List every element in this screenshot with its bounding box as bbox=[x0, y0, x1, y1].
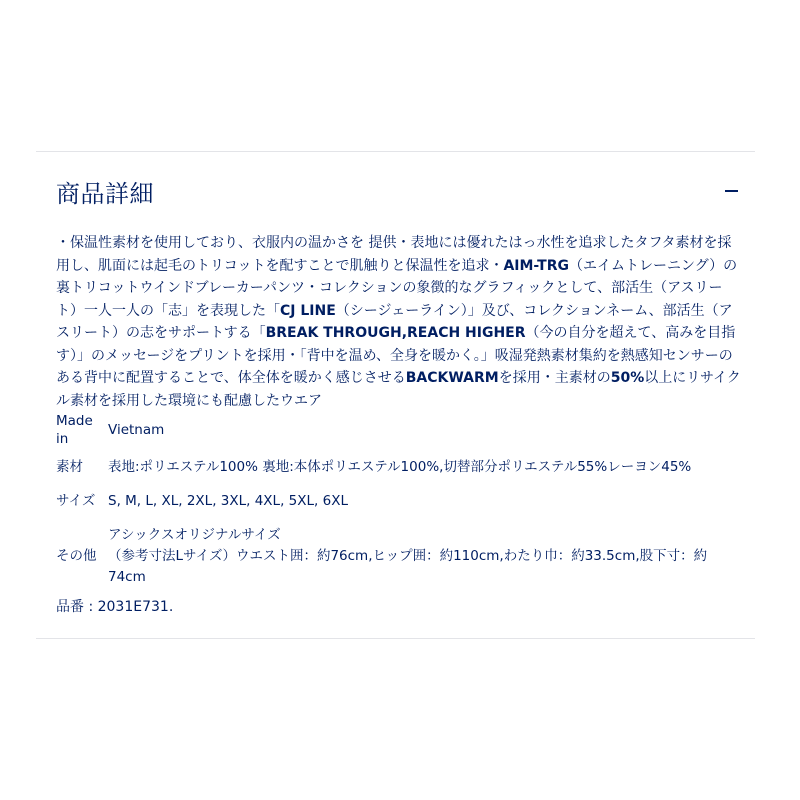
description-bold: AIM-TRG bbox=[503, 257, 570, 274]
description-text: ・保温性素材を使用しており、衣服内の温かさを 提供・表地には優れたはっ水性を追求したタフタ素材を採用し、肌面には起毛のトリコットを配すことで肌触りと保温性を追求・ bbox=[56, 235, 732, 274]
spec-value: 表地:ポリエステル100% 裏地:本体ポリエステル100%,切替部分ポリエステル55%レーヨン45% bbox=[108, 458, 692, 475]
spec-label: その他 bbox=[56, 548, 97, 564]
description-text: を採用・主素材の bbox=[498, 370, 611, 386]
description-bold: BREAK THROUGH,REACH HIGHER bbox=[265, 325, 526, 341]
minus-icon[interactable] bbox=[725, 190, 738, 192]
spec-value: Vietnam bbox=[108, 421, 165, 438]
description-bold: 50% bbox=[610, 370, 645, 386]
spec-value: S, M, L, XL, 2XL, 3XL, 4XL, 5XL, 6XL bbox=[108, 492, 348, 509]
product-code: 品番 : 2031E731. bbox=[56, 599, 174, 615]
spec-table bbox=[56, 410, 742, 594]
description-bold: CJ LINE bbox=[280, 302, 336, 319]
description-text: （エイムトレーニング）の裏トリコットウインドブレーカーパンツ・コレクションの象徴的なグラフィックとして、部活生（アスリート）一人一人の「志」を表現した「 bbox=[56, 257, 738, 319]
description-text: （今の自分を超えて、高みを目指す）」のメッセージをプリントを採用・「背中を温め、全身を暖かく。」吸湿発熱素材集約を熱感知センサーのある背中に配置することで、体全体を暖かく感じさせる bbox=[56, 325, 736, 386]
description-bold: BACKWARM bbox=[405, 370, 499, 386]
spec-value-line: （参考寸法Lサイズ）ウエスト囲：約76cm,ヒップ囲：約110cm,わたり巾：約33.5cm,股下寸：約74cm bbox=[108, 547, 708, 585]
product-details-panel bbox=[36, 151, 755, 639]
product-description bbox=[56, 232, 742, 412]
section-title: 商品詳細 bbox=[56, 180, 154, 208]
spec-label: Made in bbox=[56, 413, 93, 447]
spec-row-size bbox=[56, 484, 742, 518]
spec-row-made-in bbox=[56, 410, 742, 450]
spec-label: サイズ bbox=[56, 493, 96, 509]
spec-value bbox=[108, 518, 742, 594]
spec-value-line: アシックスオリジナルサイズ bbox=[108, 526, 281, 543]
description-text: （シージェーライン）」及び、コレクションネーム、部活生（アスリート）の志をサポートする「 bbox=[56, 302, 733, 341]
spec-label: 素材 bbox=[56, 459, 83, 475]
product-details-header[interactable] bbox=[56, 170, 740, 214]
spec-row-other bbox=[56, 518, 742, 594]
description-text: 以上にリサイクル素材を採用した環境にも配慮したウエア bbox=[56, 370, 741, 409]
spec-row-material bbox=[56, 450, 742, 484]
